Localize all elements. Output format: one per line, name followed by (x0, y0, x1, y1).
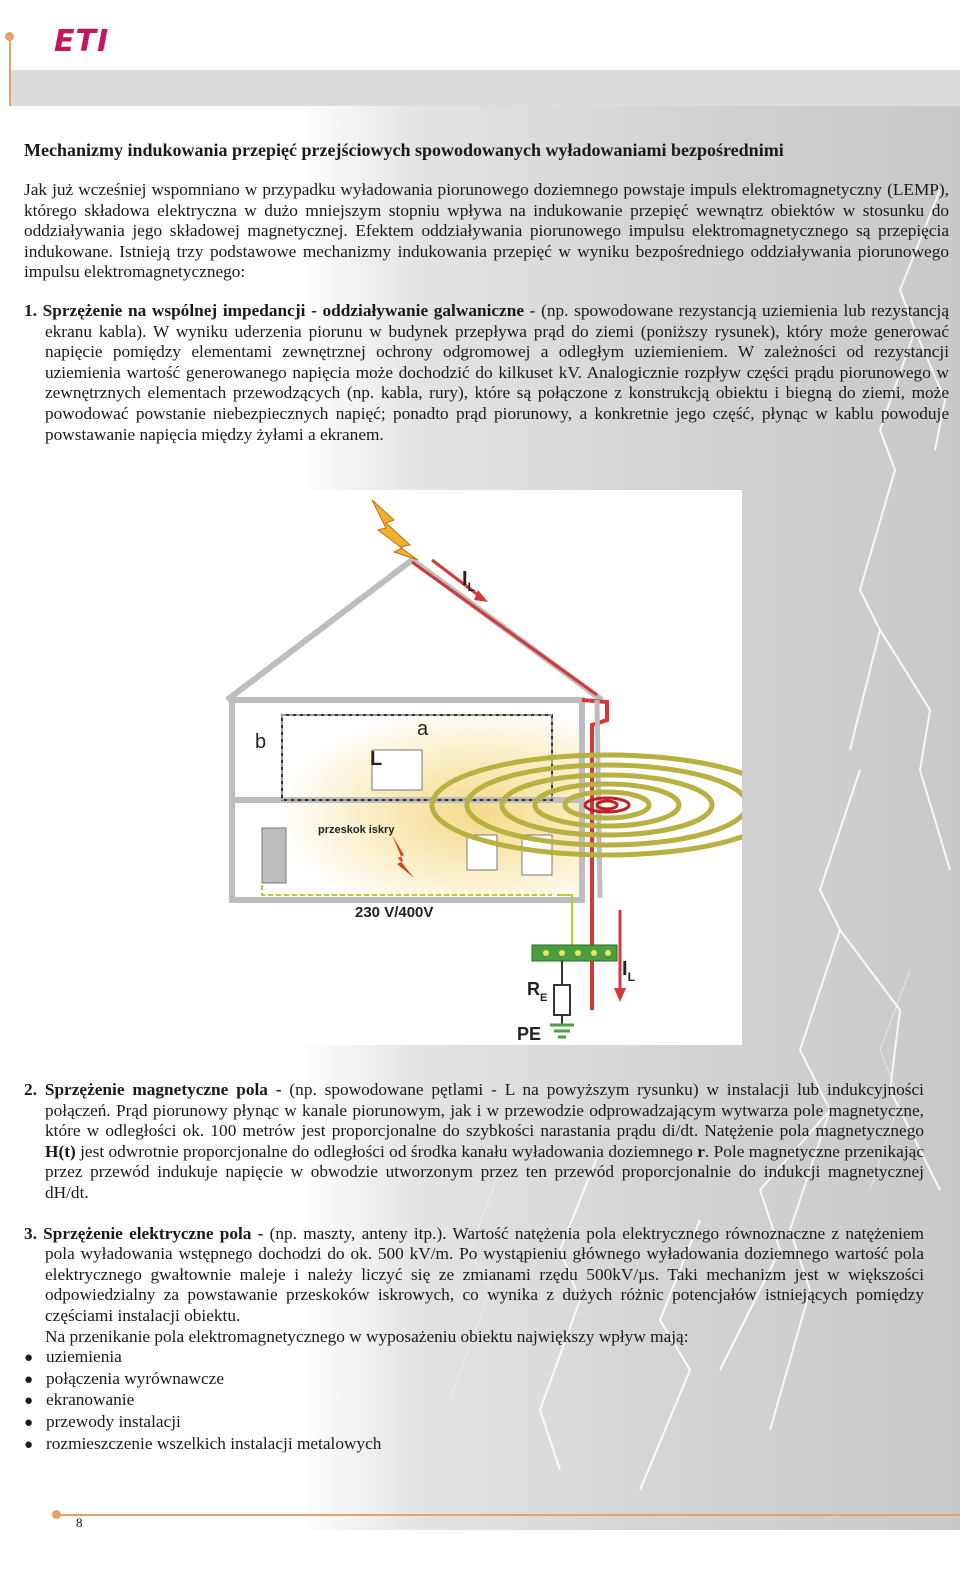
label-voltage: 230 V/400V (355, 904, 434, 921)
label-il-bottom: $I_L$ (622, 958, 635, 984)
section-3-lead: 3. Sprzężenie elektryczne pola - (24, 1223, 270, 1243)
earth-resistance (554, 985, 570, 1015)
label-spark: przeskok iskry (318, 824, 395, 836)
header-bar (10, 70, 960, 106)
bullet-icon: ● (24, 1414, 34, 1431)
section-1 (24, 301, 949, 445)
roof-outline (227, 560, 602, 700)
bullet-icon: ● (24, 1436, 34, 1453)
list-item: ● uziemienia (24, 1347, 924, 1369)
section-2: 2. Sprzężenie magnetyczne pola - (np. spowodowane pętlami - L na powyższym rysunku) w instalacji lub indukcyjności połączeń. Prąd piorunowy płynąc w kanale piorunowym, jak i w przewodzie odprowadzającym wytwarza pole magnetyczne, które w odległości ok. 100 metrów jest proporcjonalne do szybkości narastania prądu di/dt. Natężenie pola magnetycznego H(t) jest odwrotnie proporcjonalne do odległości od środka kanału wyładowania doziemnego r. Pole magnetyczne przenikając przez przewód indukuje napięcie w obwodzie utworzonym przez ten przewód proporcjonalnie do indukcji magnetycznej dH/dt. (24, 1080, 924, 1202)
symbol-h-t: H(t) (45, 1141, 76, 1161)
symbol-r: r (697, 1141, 705, 1161)
sections-2-3 (24, 1080, 924, 1455)
page-number: 8 (76, 1515, 83, 1530)
bullet-icon: ● (24, 1350, 34, 1367)
footer-line (56, 1514, 960, 1516)
label-re: $R_E$ (527, 979, 548, 1004)
lightning-coupling-diagram (222, 490, 742, 1045)
label-b: b (255, 731, 267, 753)
section-2-lead: 2. Sprzężenie magnetyczne pola - (24, 1080, 290, 1099)
label-a: a (417, 718, 429, 740)
section-1-text: - (np. spowodowane rezystancją uziemienia lub rezystancją ekranu kabla). W wyniku uderzenia piorunu w budynek przepływa prąd do ziemi (poniższy rysunek), który może generować napięcie pomiędzy elementami zewnętrznej ochrony odgromowej a odległym uziemieniem. W zależności od rezystancji uziemienia wartość generowanego napięcia może dochodzić do kilkuset kV. Analogicznie rozpływ części prądu piorunowego w zewnętrznych elementach przewodzących (np. kabla, rury), które są połączone z konstrukcją obiektu i biegną do ziemi, może powodować powstanie niebezpiecznych napięć; ponadto prąd piorunowy, a konkretnie jego część, płynąc w kablu powoduje powstawanie napięcia między żyłami a ekranem. (45, 300, 949, 444)
lightning-bolt-icon (372, 500, 418, 560)
section-1-lead: 1. Sprzężenie na wspólnej impedancji - oddziaływanie galwaniczne (24, 300, 525, 320)
page-title: Mechanizmy indukowania przepięć przejściowych spowodowanych wyładowaniami bezpośrednimi (24, 140, 784, 160)
section-3 (24, 1224, 924, 1456)
device-cabinet (262, 828, 286, 883)
lightning-conductor-roof (412, 562, 597, 695)
header-accent-line (9, 36, 11, 106)
list-item: ● przewody instalacji (24, 1412, 924, 1434)
bullet-icon: ● (24, 1371, 34, 1388)
main-content (24, 140, 949, 445)
section-3-text: (np. maszty, anteny itp.). Wartość natężenia pola elektrycznego równoznaczne z natężeniem pola wyładowania wstępnego dochodzi do ok. 500 kV/m. Po wystąpieniu głównego wyładowania doziemnego wartość pola elektrycznego gwałtownie maleje i należy liczyć się ze zmianami rzędu 500kV/µs. Taki mechanizm jest w większości odpowiedzialny za powstawanie przeskoków iskrowych, co wynika z dużych różnic potencjałów istniejących pomiędzy częściami instalacji obiektu. (45, 1223, 925, 1325)
intro-paragraph: Jak już wcześniej wspomniano w przypadku wyładowania piorunowego doziemnego powstaje impuls elektromagnetyczny (LEMP), którego składowa elektryczna w dużo mniejszym stopniu wpływa na indukowanie przepięć wewnątrz obiektów w stosunku do oddziaływania jego składowej magnetycznej. Efektem oddziaływania piorunowego impulsu elektromagnetycznego są przepięcia indukowane. Istnieją trzy podstawowe mechanizmy indukowania przepięć w wyniku bezpośredniego oddziaływania piorunowego impulsu elektromagnetycznego: (24, 180, 949, 282)
list-intro: Na przenikanie pola elektromagnetycznego w wyposażeniu obiektu największy wpływ mają: (45, 1326, 689, 1346)
eti-logo: ETI (54, 24, 110, 59)
header-accent-dot (5, 32, 14, 41)
label-il-top: $I_L$ (462, 568, 475, 594)
label-pe: PE (517, 1024, 542, 1044)
list-item: ● połączenia wyrównawcze (24, 1369, 924, 1391)
house-diagram-svg (222, 490, 742, 1045)
footer-accent-dot (52, 1510, 61, 1519)
influence-factors-list (24, 1347, 924, 1455)
list-item: ● ekranowanie (24, 1390, 924, 1412)
label-L: L (370, 748, 383, 770)
list-item: ● rozmieszczenie wszelkich instalacji metalowych (24, 1434, 924, 1456)
bullet-icon: ● (24, 1393, 34, 1410)
